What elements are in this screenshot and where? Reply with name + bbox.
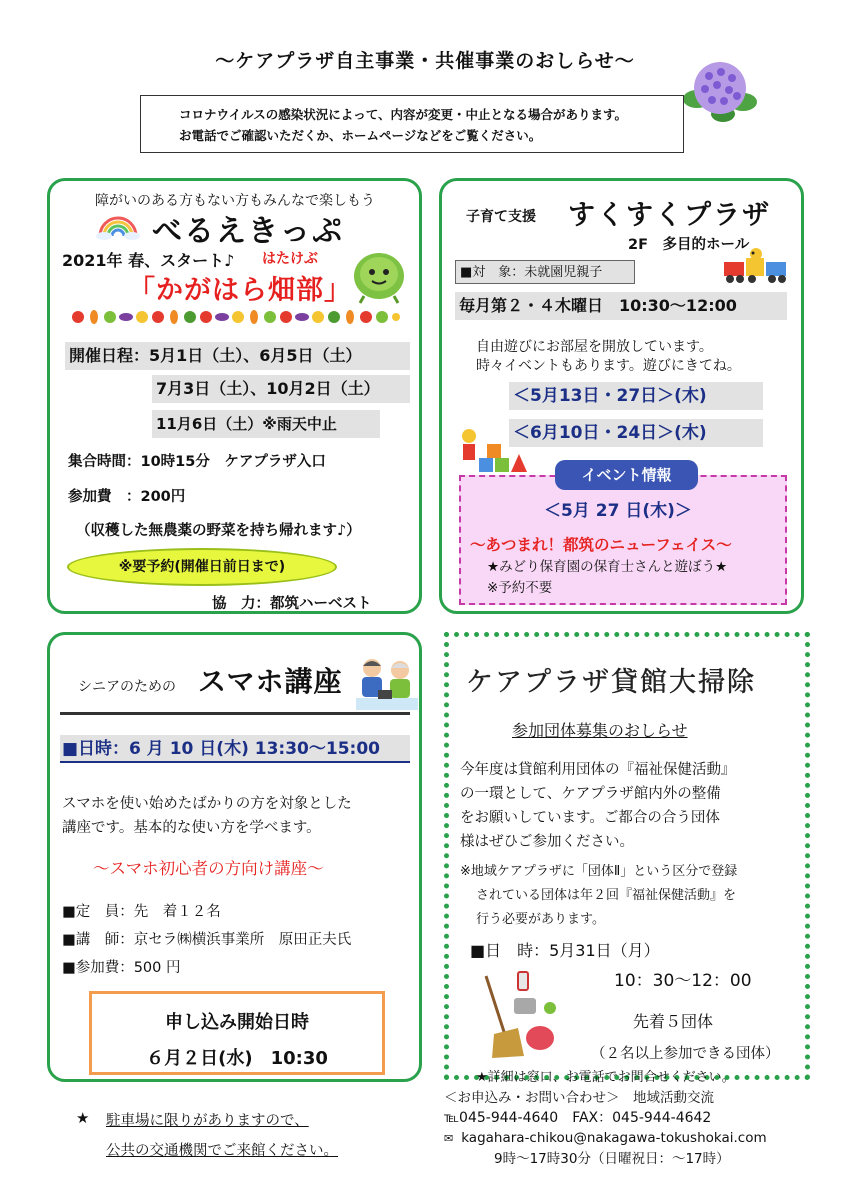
sukusuku-place: 2F 多目的ホール <box>628 237 750 253</box>
bellekippu-title: べるえきっぷ <box>152 214 344 249</box>
cleaning-date: ■日 時：5月31日（月） <box>470 941 660 960</box>
cleaning-note-1: ※地域ケアプラザに「団体Ⅱ」という区分で登録 <box>460 864 738 879</box>
smart-desc-2: 講座です。基本的な使い方を学べます。 <box>62 820 321 836</box>
schedule-text: 毎月第２・４木曜日 10:30～12:00 <box>459 296 737 315</box>
seniors-icon <box>356 654 418 712</box>
smartphone-title: スマホ講座 <box>198 665 343 698</box>
cleaning-body-1: 今年度は貸館利用団体の『福祉保健活動』 <box>460 762 736 778</box>
date-2: ＜6月10日・24日＞(木) <box>513 423 707 443</box>
smartphone-prefix: シニアのための <box>78 679 176 695</box>
pea-icon <box>350 248 408 304</box>
apply-box <box>89 991 385 1075</box>
contact-hours: 9時～17時30分（日曜祝日：～17時） <box>494 1151 730 1167</box>
contact-phone: ℡045-944-4640 FAX：045-944-4642 <box>444 1110 712 1126</box>
cleaning-detail: ★詳細は窓口、お電話でお問合せください。 <box>476 1070 735 1085</box>
contact-heading: ＜お申込み・お問い合わせ＞ 地域活動交流 <box>444 1090 714 1106</box>
support-label: 子育て支援 <box>466 209 536 225</box>
datetime-text: ■日時：6 月 10 日(木) 13:30～15:00 <box>62 739 380 759</box>
harvest-note: （収穫した無農薬の野菜を持ち帰れます♪） <box>76 523 361 539</box>
cleaning-note-3: 行う必要があります。 <box>476 912 605 927</box>
cleaning-body-2: の一環として、ケアプラザ館内外の整備 <box>460 786 721 802</box>
desc-line-1: 自由遊びにお部屋を開放しています。 <box>476 339 713 355</box>
parking-line-2: 公共の交通機関でご来館ください。 <box>106 1143 338 1159</box>
meet-label: 集合時間： <box>68 454 141 470</box>
meet-time <box>68 450 326 471</box>
cleaning-note-2: されている団体は年２回『福祉保健活動』を <box>476 888 737 903</box>
event-date: ＜5月 27 日(木)＞ <box>544 501 692 521</box>
event-badge-text: イベント情報 <box>581 466 672 484</box>
bellekippu-tagline: 障がいのある方もない方もみんなで楽しもう <box>95 193 375 209</box>
dates-row-2 <box>152 375 410 403</box>
dates-line-1: 5月1日（土）、6月5日（土） <box>149 346 362 365</box>
smartphone-info <box>62 898 351 982</box>
dates-label: 開催日程： <box>69 346 150 365</box>
vegetables-icon <box>70 306 400 328</box>
cleaning-time: 10：30～12：00 <box>614 971 752 991</box>
date-row-2 <box>509 419 763 447</box>
apply-date: ６月２日(水) 10:30 <box>146 1048 328 1069</box>
target-row <box>455 260 635 284</box>
blocks-icon <box>455 424 527 474</box>
club-name: 「かがはら畑部」 <box>128 275 352 306</box>
toy-train-icon <box>722 246 790 286</box>
smartphone-datetime <box>60 735 410 763</box>
cleaning-body <box>460 758 736 854</box>
smart-fee: ■参加費：500 円 <box>62 960 181 976</box>
smartphone-divider <box>60 712 410 715</box>
schedule-row <box>455 292 787 320</box>
reservation-badge <box>67 548 337 586</box>
hydrangea-icon <box>683 54 757 124</box>
cleaning-note <box>460 860 737 932</box>
notice-line-1: コロナウイルスの感染状況によって、内容が変更・中止となる場合があります。 <box>179 107 628 122</box>
sukusuku-desc <box>476 338 741 376</box>
dates-row-1 <box>65 342 410 370</box>
dates-line-2: 7月3日（土）、10月2日（土） <box>156 379 380 398</box>
cooperation: 協 力：都筑ハーベスト <box>212 596 372 612</box>
fee-value: 200円 <box>140 489 186 505</box>
smartphone-desc <box>62 792 352 840</box>
reservation-text: ※要予約(開催日前日まで) <box>118 559 286 575</box>
apply-title: 申し込み開始日時 <box>165 1012 309 1033</box>
capacity: ■定 員：先 着１２名 <box>62 904 221 920</box>
cleaning-subtitle: 参加団体募集のおしらせ <box>512 721 688 740</box>
parking-notice <box>106 1106 338 1166</box>
contact-email-row <box>444 1128 767 1149</box>
sukusuku-title: すくすくプラザ <box>568 200 771 231</box>
cleaning-tools-icon <box>478 968 558 1060</box>
event-desc: ★みどり保育園の保育士さんと遊ぼう★ <box>487 559 728 575</box>
cleaning-limit-note: （２名以上参加できる団体） <box>591 1046 780 1062</box>
meet-value: 10時15分 ケアプラザ入口 <box>140 454 326 470</box>
page-title: ～ケアプラザ自主事業・共催事業のおしらせ～ <box>215 50 635 72</box>
contact-email: kagahara-chikou@nakagawa-tokushokai.com <box>461 1130 767 1146</box>
dates-line-3: 11月6日（土）※雨天中止 <box>156 415 337 433</box>
dates-row-3 <box>152 410 380 438</box>
date-1: ＜5月13日・27日＞(木) <box>513 386 707 406</box>
cleaning-body-4: 様はぜひご参加ください。 <box>460 834 634 850</box>
fee-row <box>68 485 185 506</box>
rainbow-icon <box>96 210 140 240</box>
cleaning-title: ケアプラザ貸館大掃除 <box>466 667 756 698</box>
smartphone-subtitle: ～スマホ初心者の方向け講座～ <box>93 859 324 878</box>
cleaning-body-3: をお願いしています。ご都合の合う団体 <box>460 810 720 826</box>
fee-label: 参加費 ： <box>68 489 141 505</box>
mail-icon: ✉ <box>444 1132 454 1145</box>
parking-line-1: 駐車場に限りがありますので、 <box>106 1113 309 1129</box>
event-badge <box>555 460 698 490</box>
bellekippu-start: 2021年 春、スタート♪ <box>62 251 235 270</box>
contact-info <box>444 1088 767 1169</box>
notice-line-2: お電話でご確認いただくか、ホームページなどをご覧ください。 <box>179 128 542 143</box>
cleaning-limit: 先着５団体 <box>633 1012 714 1031</box>
desc-line-2: 時々イベントもあります。遊びにきてね。 <box>476 358 741 374</box>
lecturer: ■講 師：京セラ㈱横浜事業所 原田正夫氏 <box>62 932 352 948</box>
event-title: ～あつまれ！都筑のニューフェイス～ <box>470 536 732 554</box>
club-ruby: はたけぶ <box>262 251 318 267</box>
target-text: ■対 象：未就園児親子 <box>460 265 603 280</box>
parking-star: ★ <box>76 1109 90 1127</box>
smart-desc-1: スマホを使い始めたばかりの方を対象とした <box>62 796 352 812</box>
notice-box <box>140 95 684 153</box>
date-row-1 <box>509 382 763 410</box>
event-note: ※予約不要 <box>487 580 553 596</box>
